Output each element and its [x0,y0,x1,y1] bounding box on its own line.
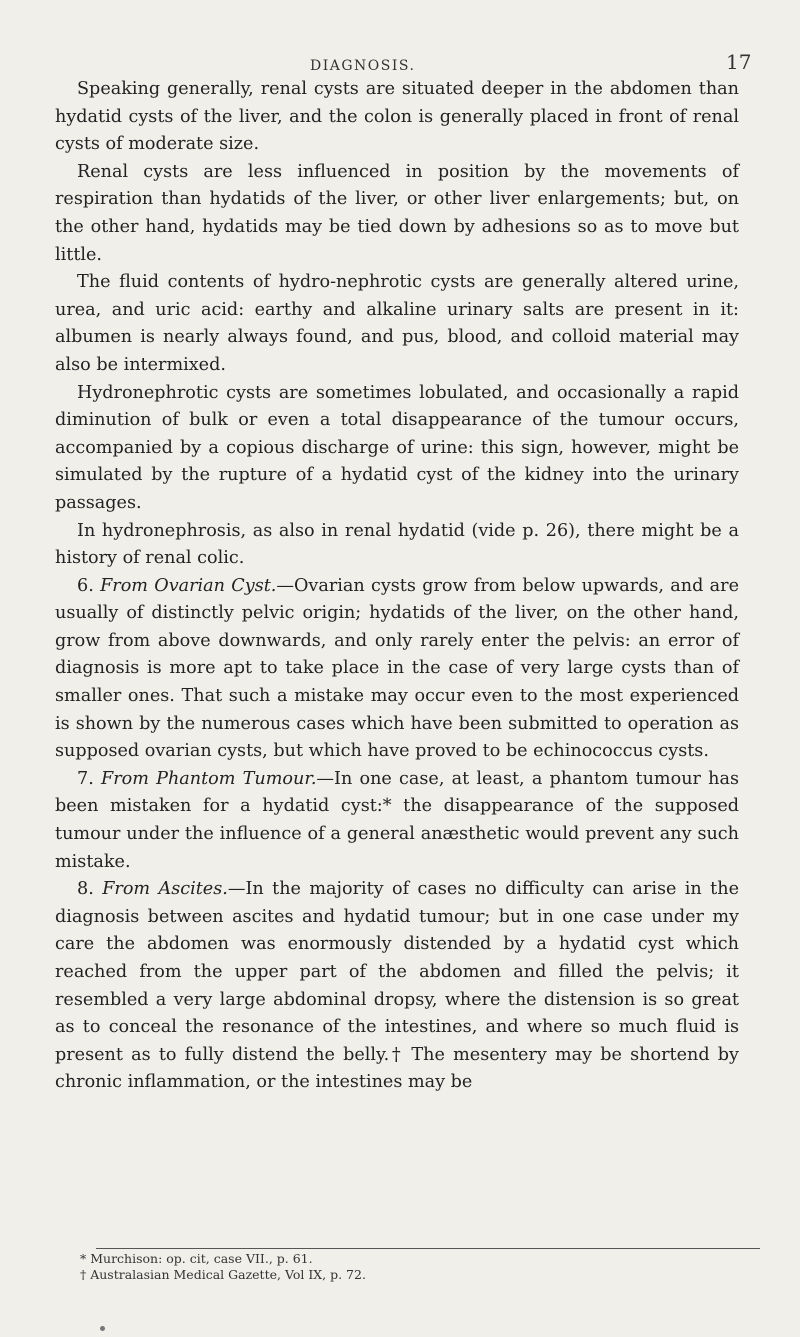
paragraph-ovarian-cyst: 6. From Ovarian Cyst.—Ovarian cysts grow from below upwards, and are usually of distinctly pelvic origin; hydatids of the liver, on the other hand, grow from above downwards, and only rarely enter the pelvis: an error of diagnosis is more apt to take place in the case of very large cysts than of smaller ones. That such a mistake may occur even to the most experienced is shown by the numerous cases which have been submitted to operation as supposed ovarian cysts, but which have proved to be echinococcus cysts. [55,575,739,762]
paragraph-renal-colic: In hydronephrosis, as also in renal hydatid (vide p. 26), there might be a history of renal colic. [55,520,739,569]
body-text [55,76,739,1097]
section-heading: From Phantom Tumour. [101,768,317,789]
section-number: 7. [77,768,94,789]
paragraph-ascites: 8. From Ascites.—In the majority of cases no difficulty can arise in the diagnosis between ascites and hydatid tumour; but in one case under my care the abdomen was enormously distended by a hydatid cyst which reached from the upper part of the abdomen and filled the pelvis; it resembled a very large abdominal dropsy, where the distension is so great as to conceal the resonance of the intestines, and where so much fluid is present as to fully distend the belly.† The mesentery may be shortend by chronic inflammation, or the intestines may be [55,879,739,1093]
footnote-divider [96,1248,760,1249]
paragraph-hydronephrotic: Hydronephrotic cysts are sometimes lobulated, and occasionally a rapid diminution of bulk or even a total disappearance of the tumour occurs, accompanied by a copious discharge of urine: this sign, however, might be simulated by the rupture of a hydatid cyst of the kidney into the urinary passages. [55,382,739,513]
section-heading: From Ovarian Cyst. [100,575,277,596]
paragraph-phantom-tumour: 7. From Phantom Tumour.—In one case, at least, a phantom tumour has been mistaken for a hydatid cyst:* the disappearance of the supposed tumour under the influence of a general anæsthetic would prevent any such mistake. [55,768,740,872]
paragraph-respiration: Renal cysts are less influenced in position by the movements of respiration than hydatids of the liver, or other liver enlargements; but, on the other hand, hydatids may be tied down by adhesions so as to move but little. [55,161,739,265]
footnote: * Murchison: op. cit, case VII., p. 61. [80,1251,313,1266]
section-number: 6. [77,575,94,596]
section-heading: From Ascites. [102,879,228,900]
footnote: † Australasian Medical Gazette, Vol IX, p. 72. [80,1267,366,1282]
page-mark [100,1326,105,1331]
page-number: 17 [726,50,752,74]
running-head: DIAGNOSIS. [310,58,416,74]
paragraph-fluid-contents: The fluid contents of hydro-nephrotic cysts are generally altered urine, urea, and uric acid: earthy and alkaline urinary salts are present in it: albumen is nearly always found, and pus, blood, and colloid material may also be intermixed. [55,272,739,375]
paragraph-renal-position: Speaking generally, renal cysts are situated deeper in the abdomen than hydatid cysts of the liver, and the colon is generally placed in front of renal cysts of moderate size. [55,79,739,155]
section-number: 8. [77,879,94,900]
footnotes [80,1251,760,1283]
